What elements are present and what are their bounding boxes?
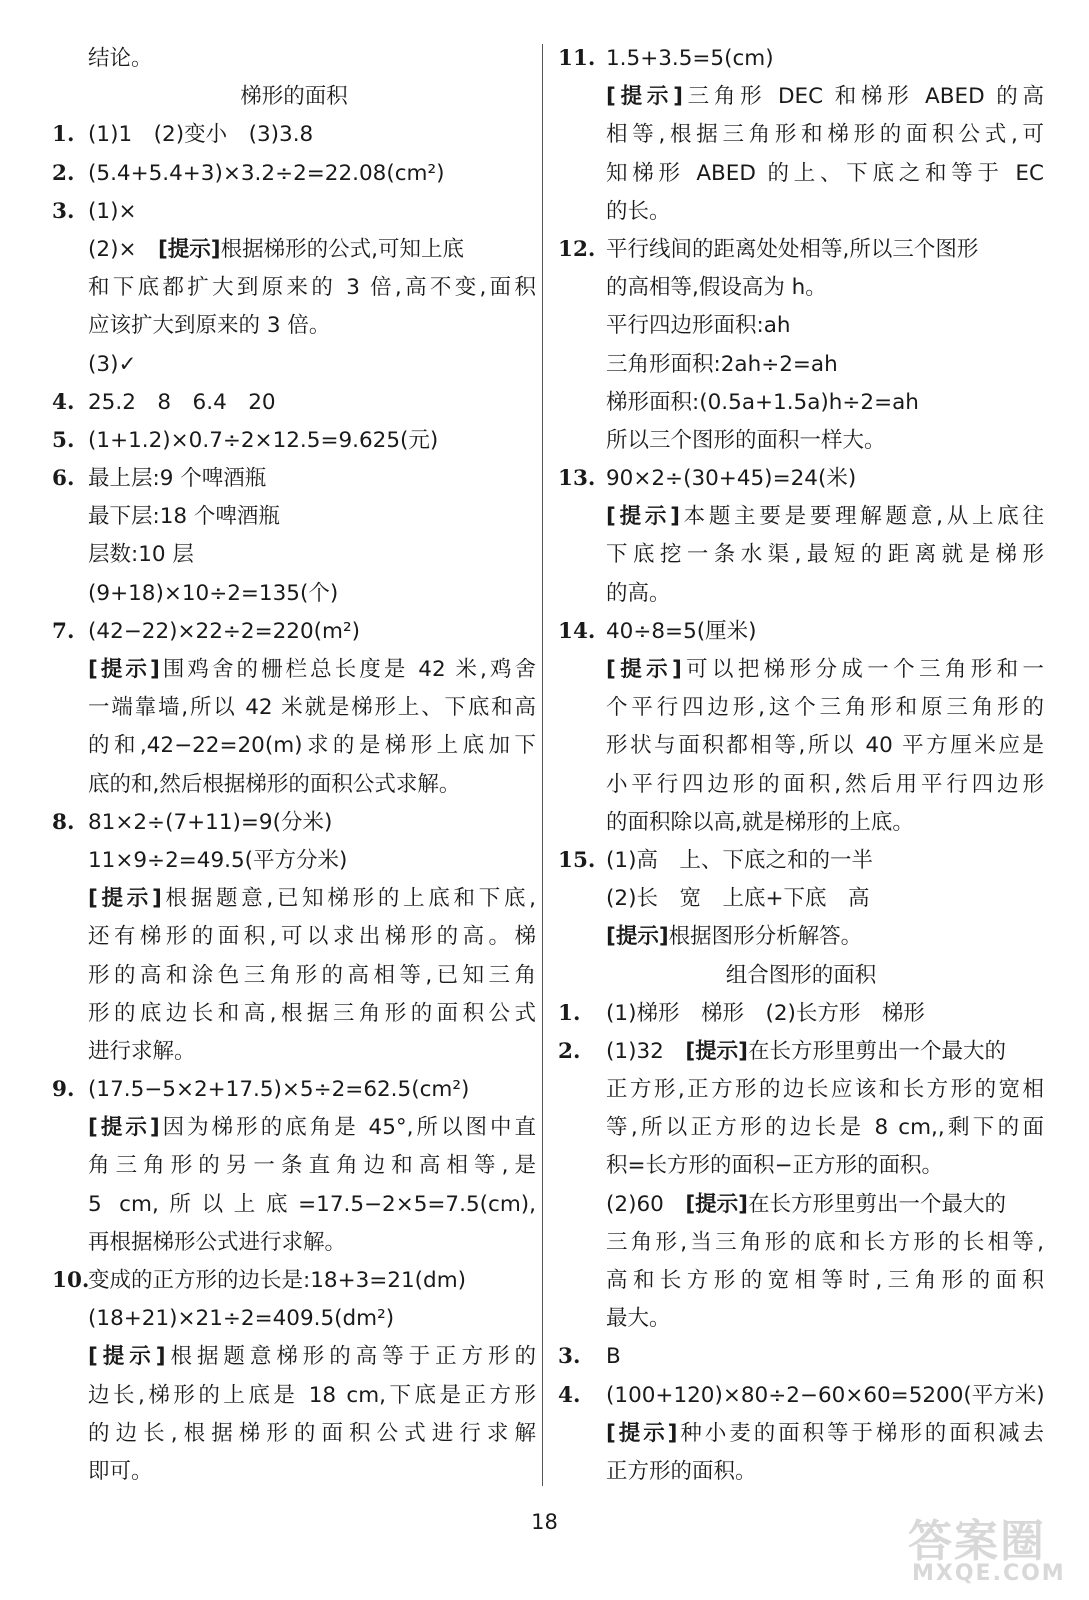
answer-line	[558, 613, 1044, 651]
answer-line	[558, 1071, 1044, 1109]
line-text: 的和,42−22=20(m)求的是梯形上底加下	[88, 733, 536, 759]
answer-line	[558, 40, 1044, 78]
watermark-title: 答案圈	[908, 1516, 1046, 1567]
question-number: 7.	[52, 618, 75, 644]
line-text: 底的和,然后根据梯形的面积公式求解。	[88, 771, 461, 797]
line-text: 形的底边长和高,根据三角形的面积公式	[88, 1000, 536, 1026]
line-text: 可以把梯形分成一个三角形和一	[681, 657, 1044, 682]
line-text: 层数:10 层	[88, 542, 194, 568]
answer-line	[52, 957, 536, 995]
line-text: 最大。	[606, 1306, 671, 1332]
line-text: 知梯形 ABED 的上、下底之和等于 EC	[606, 160, 1044, 186]
line-text: 和下底都扩大到原来的 3 倍,高不变,面积	[88, 275, 536, 301]
line-text: 在长方形里剪出一个最大的	[747, 1191, 1006, 1217]
answer-line	[558, 957, 1044, 995]
answer-line	[52, 193, 536, 231]
answer-line	[558, 575, 1044, 613]
line-text: 三角形 DEC 和梯形 ABED 的高	[682, 84, 1044, 110]
line-text: 再根据梯形公式进行求解。	[88, 1229, 347, 1255]
line-text: 最上层:9 个啤酒瓶	[88, 466, 267, 492]
question-number: 15.	[558, 847, 596, 873]
line-text: 5 cm,所以上底=17.5−2×5=7.5(cm),	[88, 1191, 536, 1217]
question-number: 13.	[558, 466, 596, 492]
answer-line	[558, 1415, 1044, 1453]
hint-label: [提示]	[157, 236, 221, 262]
answer-line	[52, 651, 536, 689]
answer-line	[558, 422, 1044, 460]
answer-line	[52, 689, 536, 727]
line-text: 本题主要是要理解题意,从上底往	[679, 504, 1044, 530]
answer-line	[558, 995, 1044, 1033]
line-text: 组合图形的面积	[725, 962, 877, 988]
answer-line	[52, 1147, 536, 1185]
answer-line	[52, 1415, 536, 1453]
sub-answer: (2)60	[606, 1191, 686, 1217]
answer-line	[558, 460, 1044, 498]
answer-line	[52, 1262, 536, 1300]
question-number: 2.	[558, 1038, 581, 1064]
line-text: (2)长 宽 上底+下底 高	[606, 886, 870, 912]
question-number: 5.	[52, 427, 75, 453]
answer-line	[558, 1262, 1044, 1300]
line-text: (1)高 上、下底之和的一半	[606, 847, 873, 873]
line-text: 形状与面积都相等,所以 40 平方厘米应是	[606, 733, 1044, 759]
line-text: 围鸡舍的栅栏总长度是 42 米,鸡舍	[159, 657, 536, 682]
line-text: 进行求解。	[88, 1038, 196, 1064]
hint-label: [提示]	[606, 657, 682, 682]
line-text: 的面积除以高,就是梯形的上底。	[606, 809, 914, 835]
line-text: (1)1 (2)变小 (3)3.8	[88, 122, 314, 148]
answer-line	[52, 880, 536, 918]
answer-line	[558, 1186, 1044, 1224]
line-text: 边长,梯形的上底是 18 cm,下底是正方形	[88, 1382, 536, 1408]
question-number: 4.	[52, 389, 75, 415]
answer-line	[558, 651, 1044, 689]
answer-line	[558, 269, 1044, 307]
line-text: (100+120)×80÷2−60×60=5200(平方米)	[606, 1382, 1045, 1408]
answer-line	[52, 766, 536, 804]
line-text: 所以三个图形的面积一样大。	[606, 427, 886, 453]
right-column	[558, 40, 1044, 1491]
answer-line	[52, 1377, 536, 1415]
answer-line	[52, 78, 536, 116]
answer-line	[558, 498, 1044, 536]
answer-line	[52, 575, 536, 613]
line-text: 即可。	[88, 1458, 153, 1484]
question-number: 10.	[52, 1268, 90, 1293]
answer-line	[558, 346, 1044, 384]
line-text: (1)梯形 梯形 (2)长方形 梯形	[606, 1000, 925, 1026]
answer-line	[558, 1033, 1044, 1071]
question-number: 12.	[558, 236, 596, 262]
line-text: 角三角形的另一条直角边和高相等,是	[88, 1153, 536, 1179]
answer-line	[52, 536, 536, 574]
answer-line	[52, 1033, 536, 1071]
answer-line	[558, 842, 1044, 880]
line-text: 在长方形里剪出一个最大的	[747, 1038, 1006, 1064]
answer-line	[52, 995, 536, 1033]
line-text: 因为梯形的底角是 45°,所以图中直	[159, 1115, 537, 1141]
answer-line	[52, 1300, 536, 1338]
line-text: (9+18)×10÷2=135(个)	[88, 580, 339, 606]
question-number: 8.	[52, 809, 75, 835]
line-text: 应该扩大到原来的 3 倍。	[88, 313, 331, 339]
line-text: 的边长,根据梯形的面积公式进行求解	[88, 1420, 536, 1446]
line-text: 根据图形分析解答。	[668, 924, 863, 950]
line-text: 的长。	[606, 198, 671, 224]
answer-line	[558, 689, 1044, 727]
answer-line	[558, 1377, 1044, 1415]
answer-line	[52, 498, 536, 536]
line-text: 90×2÷(30+45)=24(米)	[606, 466, 857, 492]
line-text: 下底挖一条水渠,最短的距离就是梯形	[606, 542, 1044, 568]
question-number: 3.	[52, 198, 75, 224]
hint-label: [提示]	[606, 1420, 678, 1446]
line-text: 最下层:18 个啤酒瓶	[88, 504, 280, 530]
line-text: 1.5+3.5=5(cm)	[606, 46, 774, 71]
question-number: 4.	[558, 1382, 581, 1408]
question-number: 9.	[52, 1077, 75, 1103]
line-text: 三角形,当三角形的底和长方形的长相等,	[606, 1229, 1044, 1255]
line-text: 的高。	[606, 580, 671, 606]
answer-line	[558, 116, 1044, 154]
question-number: 1.	[558, 1000, 581, 1026]
line-text: 平行线间的距离处处相等,所以三个图形	[606, 236, 979, 262]
sub-answer: (2)×	[88, 236, 158, 262]
question-number: 1.	[52, 122, 75, 148]
answer-line	[558, 880, 1044, 918]
answer-line	[52, 1071, 536, 1109]
answer-line	[52, 155, 536, 193]
answer-line	[52, 613, 536, 651]
line-text: 积=长方形的面积−正方形的面积。	[606, 1153, 944, 1179]
answer-line	[558, 193, 1044, 231]
column-divider	[542, 44, 543, 1486]
answer-line	[52, 727, 536, 765]
sub-answer: (1)32	[606, 1038, 686, 1064]
answer-line	[52, 460, 536, 498]
question-number: 6.	[52, 466, 75, 492]
answer-line	[52, 422, 536, 460]
answer-line	[52, 116, 536, 154]
line-text: B	[606, 1344, 621, 1370]
hint-label: [提示]	[606, 924, 669, 950]
answer-line	[558, 1147, 1044, 1185]
line-text: (17.5−5×2+17.5)×5÷2=62.5(cm²)	[88, 1077, 470, 1103]
answer-line	[52, 1338, 536, 1376]
line-text: 梯形面积:(0.5a+1.5a)h÷2=ah	[606, 389, 919, 415]
answer-line	[558, 78, 1044, 116]
hint-label: [提示]	[88, 1115, 160, 1141]
answer-line	[52, 384, 536, 422]
hint-label: [提示]	[606, 504, 680, 530]
line-text: 形的高和涂色三角形的高相等,已知三角	[88, 962, 536, 988]
page-number: 18	[531, 1510, 558, 1534]
line-text: 根据题意梯形的高等于正方形的	[165, 1344, 536, 1370]
line-text: 还有梯形的面积,可以求出梯形的高。梯	[88, 924, 536, 950]
line-text: 40÷8=5(厘米)	[606, 618, 757, 644]
question-number: 3.	[558, 1344, 581, 1370]
line-text: 的高相等,假设高为 h。	[606, 275, 827, 301]
line-text: 正方形的面积。	[606, 1458, 757, 1484]
answer-line	[52, 1186, 536, 1224]
question-number: 14.	[558, 618, 596, 644]
answer-line	[52, 1109, 536, 1147]
hint-label: [提示]	[88, 886, 162, 912]
line-text: 小平行四边形的面积,然后用平行四边形	[606, 771, 1044, 797]
line-text: 变成的正方形的边长是:18+3=21(dm)	[88, 1268, 467, 1293]
answer-line	[558, 536, 1044, 574]
hint-label: [提示]	[685, 1191, 748, 1217]
watermark-site: MXQE.COM	[912, 1561, 1066, 1586]
answer-line	[558, 231, 1044, 269]
line-text: 结论。	[88, 46, 153, 71]
hint-label: [提示]	[685, 1038, 748, 1064]
line-text: 高和长方形的宽相等时,三角形的面积	[606, 1268, 1044, 1293]
answer-line	[52, 918, 536, 956]
hint-label: [提示]	[88, 1344, 166, 1370]
answer-line	[558, 766, 1044, 804]
answer-line	[558, 727, 1044, 765]
answer-line	[558, 1338, 1044, 1376]
line-text: (1)×	[88, 198, 137, 224]
line-text: 81×2÷(7+11)=9(分米)	[88, 809, 333, 835]
answer-line	[52, 307, 536, 345]
answer-line	[52, 804, 536, 842]
line-text: 根据题意,已知梯形的上底和下底,	[161, 886, 536, 912]
line-text: (1+1.2)×0.7÷2×12.5=9.625(元)	[88, 427, 439, 453]
line-text: 三角形面积:2ah÷2=ah	[606, 351, 838, 377]
answer-line	[52, 346, 536, 384]
line-text: 11×9÷2=49.5(平方分米)	[88, 847, 348, 873]
answer-line	[558, 804, 1044, 842]
answer-line	[558, 918, 1044, 956]
answer-line	[558, 307, 1044, 345]
answer-line	[52, 269, 536, 307]
answer-line	[558, 1224, 1044, 1262]
question-number: 2.	[52, 160, 75, 186]
answer-line	[558, 1300, 1044, 1338]
line-text: 种小麦的面积等于梯形的面积减去	[677, 1420, 1044, 1446]
line-text: 等,所以正方形的边长是 8 cm,,剩下的面	[606, 1115, 1044, 1141]
answer-line	[558, 155, 1044, 193]
answer-line	[558, 1453, 1044, 1491]
hint-label: [提示]	[88, 657, 160, 682]
answer-line	[52, 40, 536, 78]
line-text: 根据梯形的公式,可知上底	[220, 236, 464, 262]
line-text: 个平行四边形,这个三角形和原三角形的	[606, 695, 1044, 721]
line-text: (5.4+5.4+3)×3.2÷2=22.08(cm²)	[88, 160, 445, 186]
line-text: 平行四边形面积:ah	[606, 313, 791, 339]
line-text: (42−22)×22÷2=220(m²)	[88, 618, 360, 644]
answer-line	[558, 384, 1044, 422]
answer-line	[52, 842, 536, 880]
line-text: 相等,根据三角形和梯形的面积公式,可	[606, 122, 1044, 148]
answer-line	[558, 1109, 1044, 1147]
answer-line	[52, 231, 536, 269]
question-number: 11.	[558, 46, 596, 71]
line-text: 25.2 8 6.4 20	[88, 389, 276, 415]
answer-line	[52, 1453, 536, 1491]
line-text: (18+21)×21÷2=409.5(dm²)	[88, 1306, 395, 1332]
line-text: 一端靠墙,所以 42 米就是梯形上、下底和高	[88, 695, 536, 721]
left-column	[52, 40, 536, 1491]
watermark-logo	[900, 1505, 1075, 1590]
hint-label: [提示]	[606, 84, 683, 110]
answer-line	[52, 1224, 536, 1262]
line-text: 梯形的面积	[240, 84, 348, 110]
line-text: 正方形,正方形的边长应该和长方形的宽相	[606, 1077, 1044, 1103]
line-text: (3)✓	[88, 351, 137, 377]
